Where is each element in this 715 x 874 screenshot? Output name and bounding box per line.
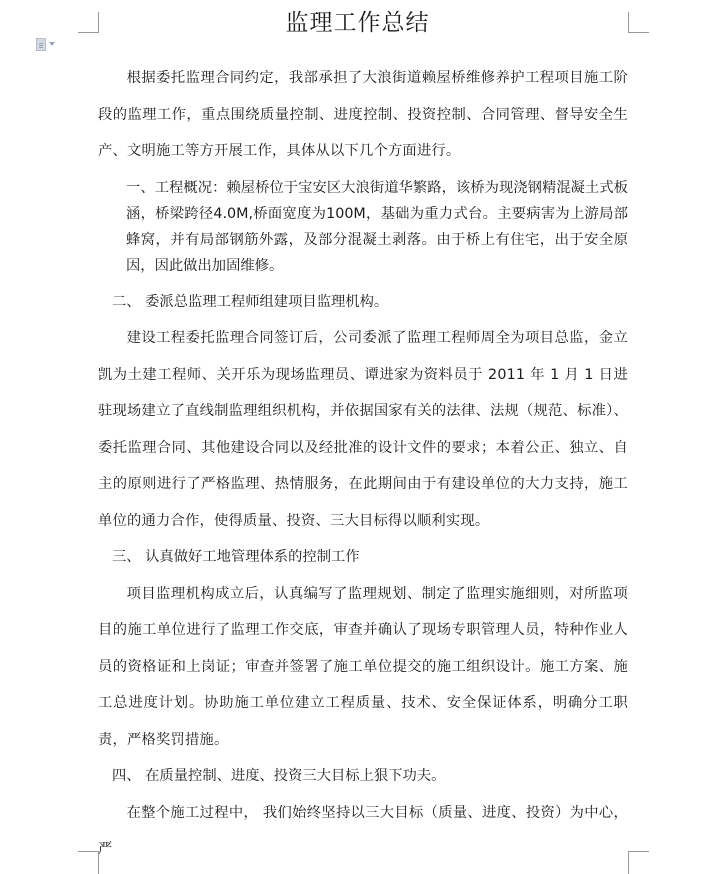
section-4-heading: 四、 在质量控制、进度、投资三大目标上狠下功夫。	[112, 768, 446, 784]
crop-mark-bottom-left	[78, 851, 99, 874]
document-menu-button[interactable]	[36, 36, 62, 52]
section-2-heading: 二、 委派总监理工程师组建项目监理机构。	[112, 293, 389, 310]
section-2-paragraph: 建设工程委托监理合同签订后，公司委派了监理工程师周全为项目总监，金立凯为土建工程师、关开乐为现场监理员、谭进家为资料员于 2011 年 1 月 1 日进驻现场建立了直线制监理组织机构，并依据国家有关的法律、法规（规范、标准）、委托监理合同、其他建设合同以及经批准的设计文件的要求；本着公正、独立、自主的原则进行了严格监理、热情服务，在此期间由于有建设单位的大力支持，施工单位的通力合作，使得质量、投资、三大目标得以顺利实现。	[98, 330, 628, 529]
section-4-paragraph: 在整个施工过程中， 我们始终坚持以三大目标（质量、进度、投资）为中心，严	[98, 804, 628, 857]
page-title: 监理工作总结	[285, 10, 430, 36]
crop-mark-bottom-right	[628, 851, 649, 874]
section-1-paragraph: 一、工程概况：赖屋桥位于宝安区大浪街道华繁路，该桥为现浇钢精混凝土式板涵，桥梁跨径4.0M,桥面宽度为100M，基础为重力式台。主要病害为上游局部蜂窝，并有局部钢筋外露，及部分混凝土剥落。由于桥上有住宅，出于安全原因，因此做出加固维修。	[126, 179, 628, 274]
section-3-paragraph: 项目监理机构成立后，认真编写了监理规划、制定了监理实施细则，对所监项目的施工单位进行了监理工作交底，审查并确认了现场专职管理人员，特种作业人员的资格证和上岗证；审查并签署了施工单位提交的施工组织设计。施工方案、施工总进度计划。协助施工单位建立工程质量、技术、安全保证体系，明确分工职责，严格奖罚措施。	[98, 585, 628, 748]
document-icon	[36, 38, 46, 51]
chevron-down-icon	[49, 42, 55, 46]
document-body	[98, 60, 628, 868]
section-3-heading: 三、 认真做好工地管理体系的控制工作	[112, 549, 360, 565]
intro-paragraph: 根据委托监理合同约定，我部承担了大浪街道赖屋桥维修养护工程项目施工阶段的监理工作，重点围绕质量控制、进度控制、投资控制、合同管理、督导安全生产、文明施工等方开展工作，具体从以下几个方面进行。	[98, 70, 628, 159]
